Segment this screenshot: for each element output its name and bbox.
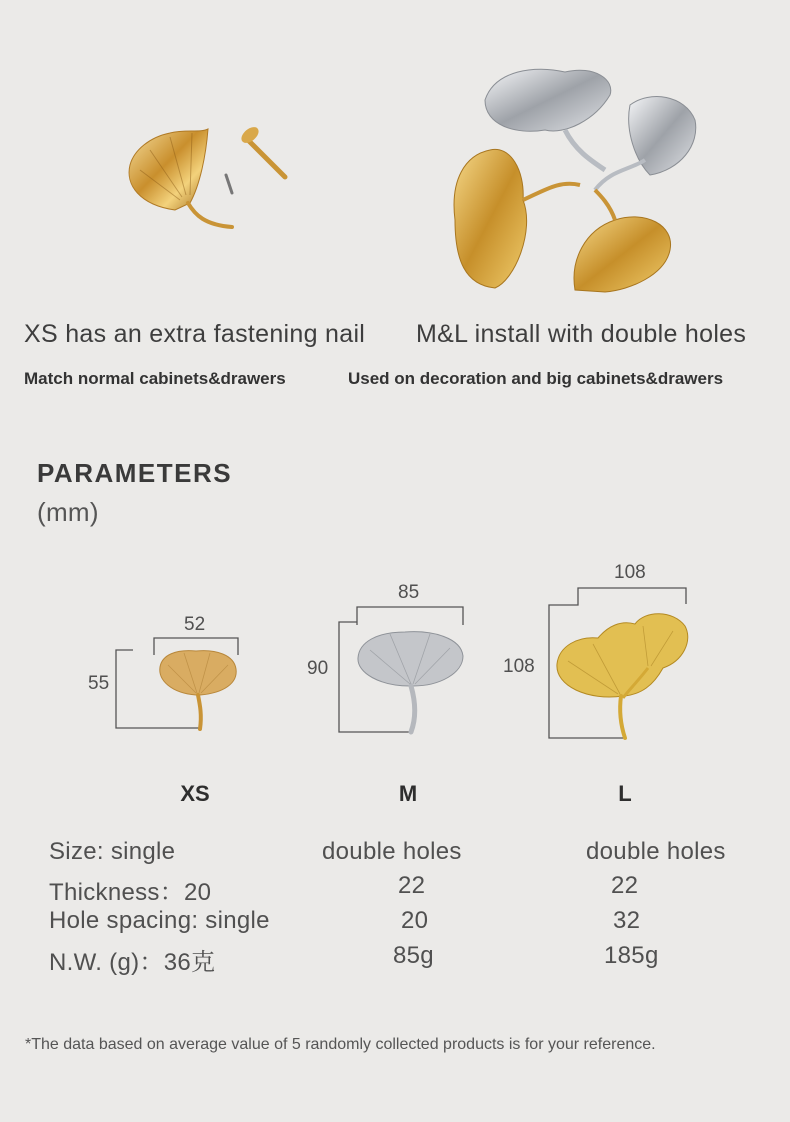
- l-leaf-icon: [553, 606, 693, 740]
- spec-weight-m: 85g: [393, 942, 434, 969]
- l-height-label: 108: [503, 656, 535, 677]
- xs-caption-title: XS has an extra fastening nail: [24, 320, 366, 348]
- spec-thickness-l: 22: [611, 872, 639, 899]
- xs-height-label: 55: [88, 673, 110, 694]
- ml-caption-subtitle: Used on decoration and big cabinets&drawers: [348, 369, 724, 388]
- size-label-xs: XS: [180, 781, 210, 806]
- size-label-m: M: [398, 781, 418, 806]
- spec-thickness-m: 22: [398, 872, 426, 899]
- spec-size-xs: Size: single: [49, 838, 176, 865]
- parameters-unit: (mm): [37, 497, 99, 527]
- spec-hole-spacing-l: 32: [613, 907, 641, 934]
- m-width-label: 85: [398, 582, 420, 603]
- parameters-title: PARAMETERS: [37, 458, 233, 488]
- spec-size-m: double holes: [322, 838, 462, 865]
- m-height-label: 90: [307, 658, 329, 679]
- xs-caption-subtitle: Match normal cabinets&drawers: [24, 369, 286, 388]
- xs-leaf-icon: [156, 645, 241, 730]
- m-leaf-icon: [355, 628, 465, 734]
- spec-hole-spacing-m: 20: [401, 907, 429, 934]
- spec-size-l: double holes: [586, 838, 726, 865]
- footnote: *The data based on average value of 5 randomly collected products is for your reference.: [25, 1036, 656, 1053]
- spec-thickness-xs: Thickness：20: [49, 879, 212, 906]
- l-width-label: 108: [614, 562, 646, 583]
- xs-width-label: 52: [184, 614, 206, 635]
- spec-weight-xs: N.W. (g)：36克: [49, 949, 216, 976]
- size-label-l: L: [618, 781, 632, 806]
- spec-weight-l: 185g: [604, 942, 659, 969]
- spec-hole-spacing-xs: Hole spacing: single: [49, 907, 270, 934]
- ml-caption-title: M&L install with double holes: [416, 320, 747, 348]
